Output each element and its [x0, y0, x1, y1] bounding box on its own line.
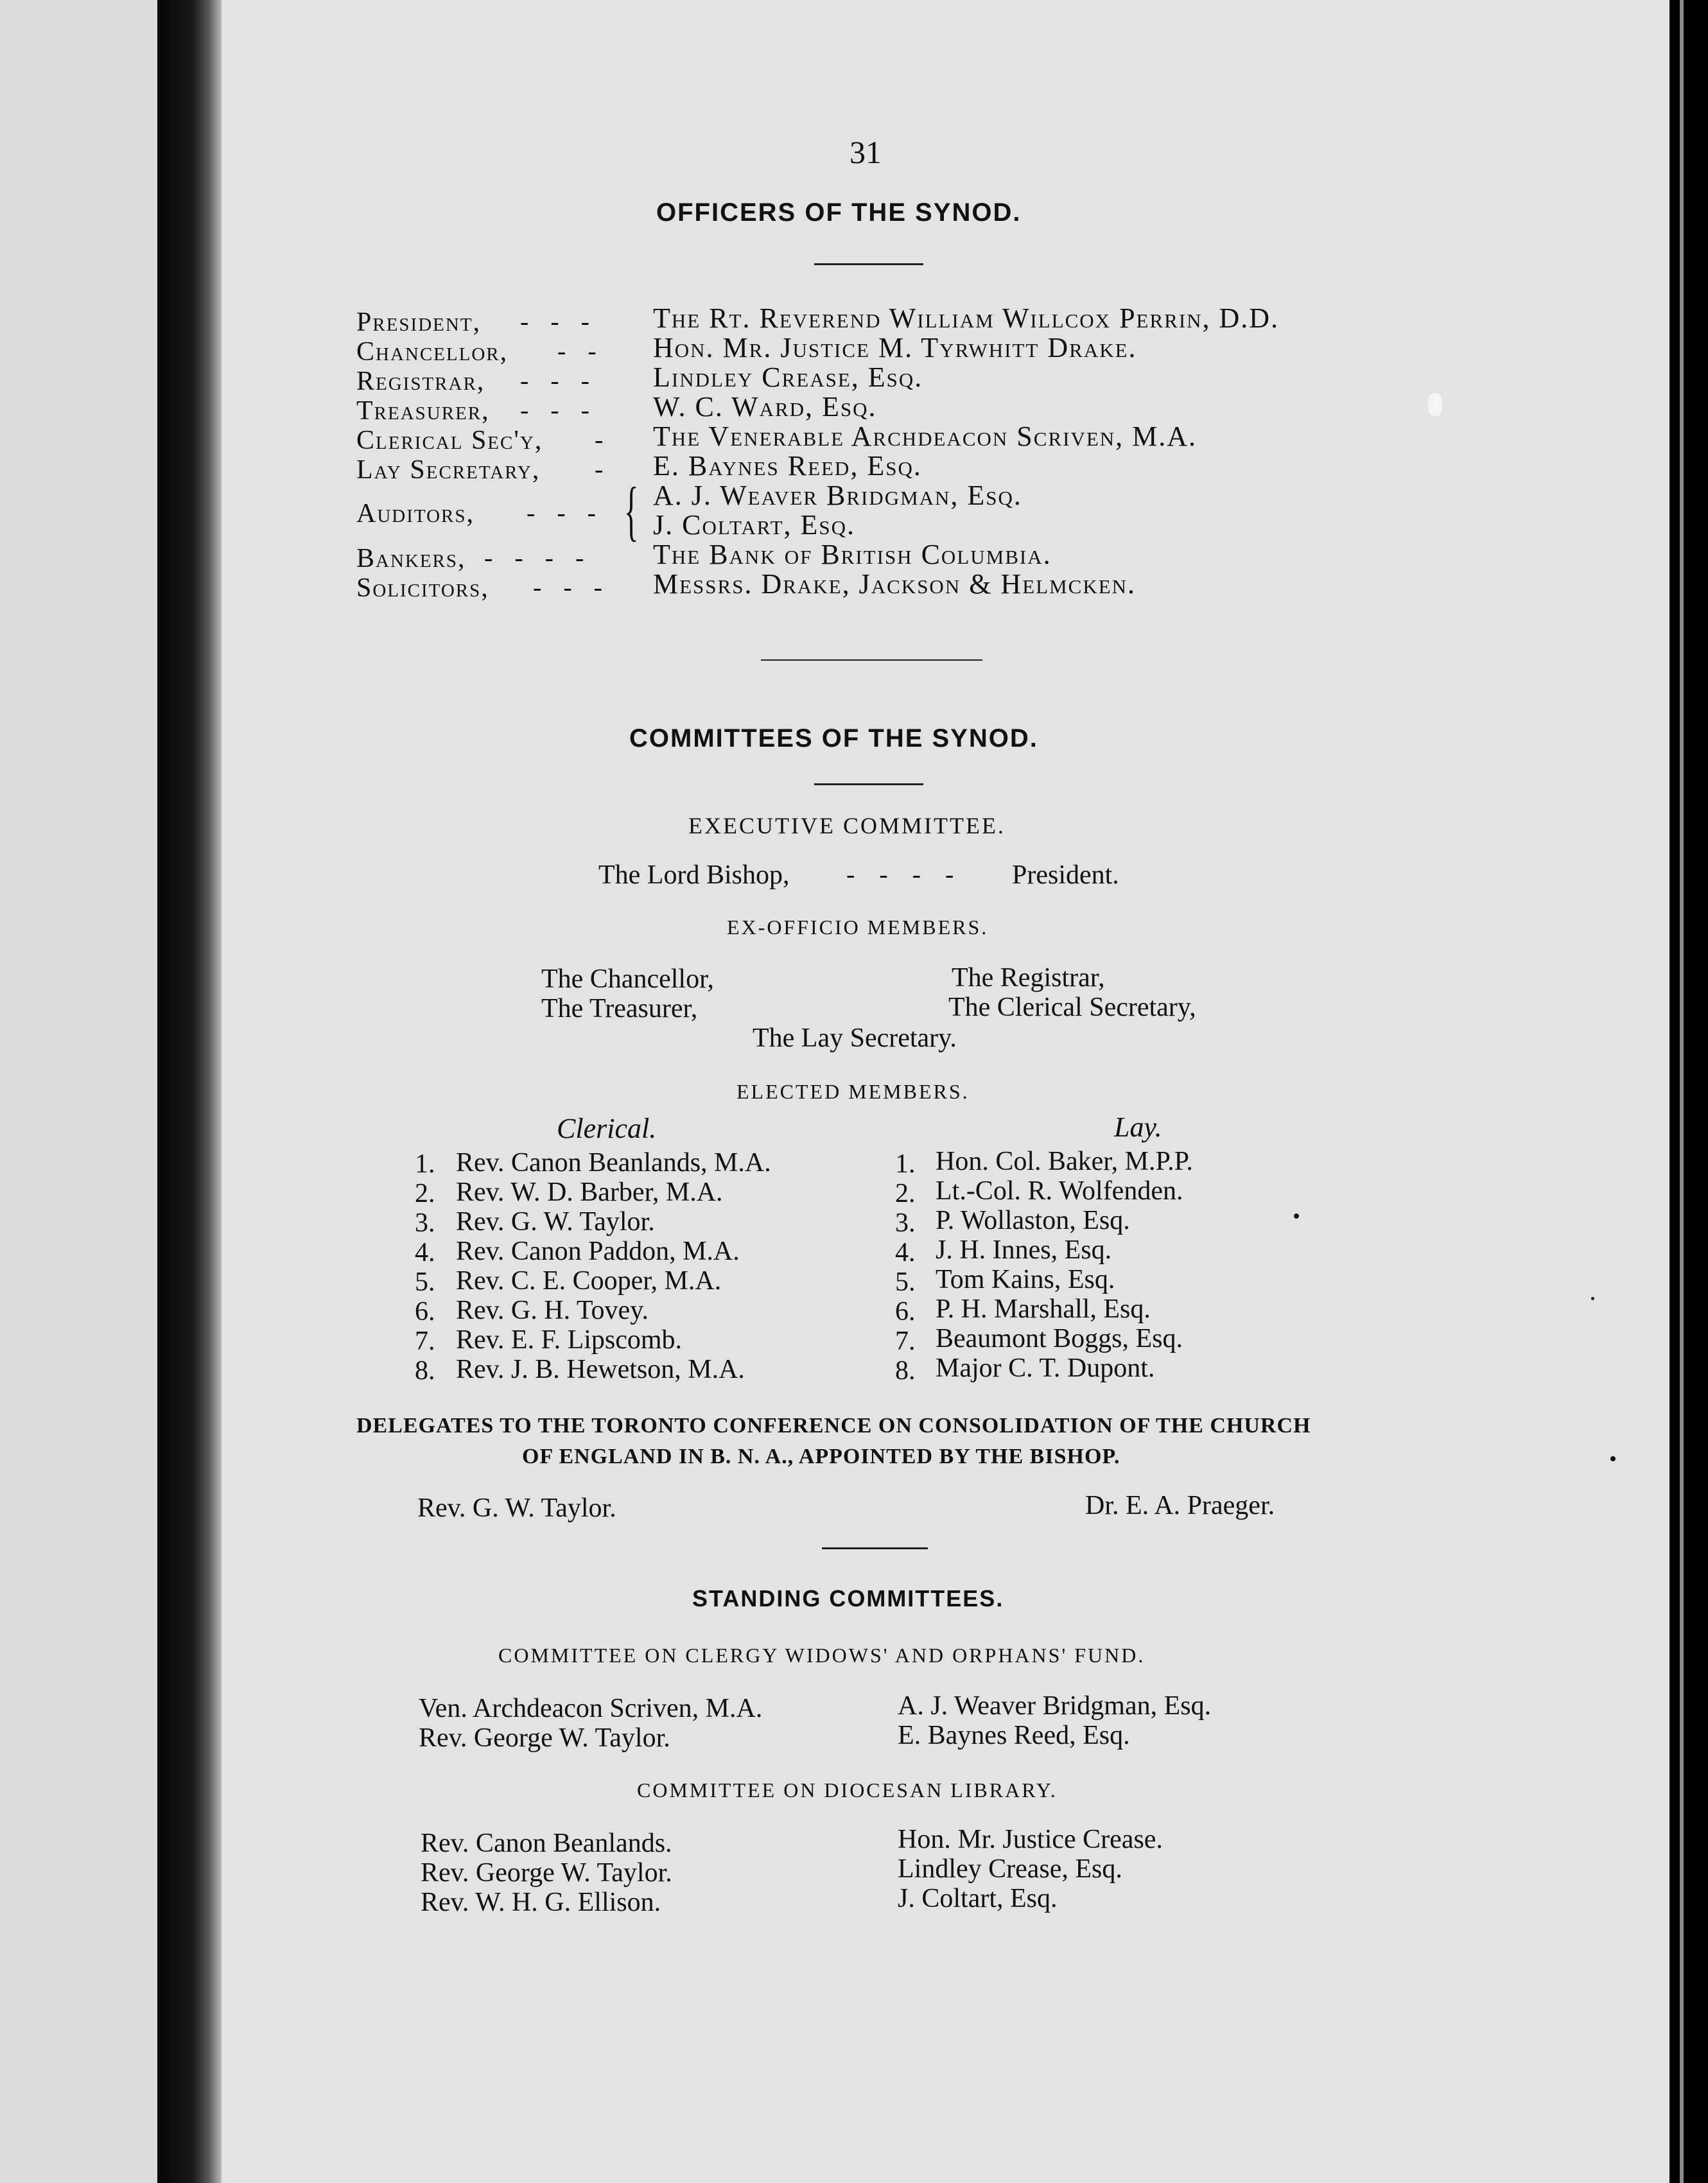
scan-speck — [1294, 1213, 1299, 1219]
leader-dots: - - - — [520, 366, 597, 395]
lay-member: P. H. Marshall, Esq. — [936, 1294, 1151, 1324]
committee-member: Lindley Crease, Esq. — [898, 1854, 1122, 1884]
leader-dots: - — [595, 425, 604, 454]
committee-member: Ven. Archdeacon Scriven, M.A. — [419, 1694, 763, 1723]
ex-officio-member: The Registrar, — [952, 963, 1105, 993]
delegate-name: Rev. G. W. Taylor. — [417, 1493, 616, 1523]
leader-dots: - - — [557, 336, 604, 365]
officer-name: The Bank of British Columbia. — [653, 539, 1052, 570]
clerical-member: Rev. Canon Beanlands, M.A. — [456, 1148, 771, 1178]
officer-name: E. Baynes Reed, Esq. — [653, 450, 922, 482]
list-number: 3. — [415, 1208, 435, 1238]
list-number: 6. — [895, 1297, 916, 1326]
officer-role: Auditors, — [356, 499, 475, 528]
library-committee-heading: COMMITTEE ON DIOCESAN LIBRARY. — [637, 1779, 1058, 1802]
leader-dots: - - - — [520, 396, 597, 424]
committee-member: Rev. George W. Taylor. — [421, 1858, 672, 1888]
officer-role: Treasurer, — [356, 396, 490, 426]
list-number: 1. — [895, 1149, 916, 1179]
divider — [761, 659, 982, 661]
widows-committee-heading: COMMITTEE ON CLERGY WIDOWS' AND ORPHANS' FUND. — [498, 1644, 1146, 1667]
officer-role: Lay Secretary, — [356, 455, 541, 485]
previous-page-edge — [0, 0, 157, 2183]
clerical-member: Rev. G. H. Tovey. — [456, 1296, 649, 1325]
lay-member: P. Wollaston, Esq. — [936, 1206, 1130, 1235]
committee-member: Rev. George W. Taylor. — [419, 1723, 670, 1753]
list-number: 3. — [895, 1208, 916, 1238]
clerical-member: Rev. J. B. Hewetson, M.A. — [456, 1355, 745, 1384]
scan-speck — [1428, 393, 1442, 416]
officer-name: The Venerable Archdeacon Scriven, M.A. — [653, 421, 1198, 452]
ex-officio-member: The Chancellor, — [541, 964, 714, 994]
clerical-member: Rev. W. D. Barber, M.A. — [456, 1178, 723, 1207]
ex-officio-heading: EX-OFFICIO MEMBERS. — [727, 916, 989, 939]
list-number: 2. — [415, 1179, 435, 1208]
book-gutter — [157, 0, 222, 2183]
list-number: 1. — [415, 1149, 435, 1179]
officer-role: Clerical Sec'y, — [356, 426, 543, 455]
list-number: 7. — [895, 1326, 916, 1356]
scan-border — [1669, 0, 1708, 2183]
scan-speck — [1591, 1297, 1594, 1300]
officer-name: A. J. Weaver Bridgman, Esq. — [653, 480, 1022, 511]
committee-member: E. Baynes Reed, Esq. — [898, 1721, 1130, 1750]
officer-name: Hon. Mr. Justice M. Tyrwhitt Drake. — [653, 332, 1137, 363]
committee-member: A. J. Weaver Bridgman, Esq. — [898, 1691, 1212, 1721]
leader-dots: - - - — [527, 498, 604, 527]
committees-title: COMMITTEES OF THE SYNOD. — [629, 724, 1038, 752]
officers-title: OFFICERS OF THE SYNOD. — [656, 198, 1022, 227]
page-number: 31 — [850, 134, 882, 170]
delegates-heading: DELEGATES TO THE TORONTO CONFERENCE ON CONSOLIDATION OF THE CHURCH — [356, 1414, 1311, 1438]
standing-heading: STANDING COMMITTEES. — [692, 1585, 1004, 1612]
officer-role: President, — [356, 308, 482, 337]
lay-member: Major C. T. Dupont. — [936, 1353, 1155, 1383]
delegates-heading: OF ENGLAND IN B. N. A., APPOINTED BY THE BISHOP. — [522, 1445, 1120, 1468]
officer-role: Solicitors, — [356, 573, 489, 603]
list-number: 8. — [415, 1356, 435, 1386]
list-number: 7. — [415, 1326, 435, 1356]
list-number: 4. — [895, 1238, 916, 1267]
clerical-heading: Clerical. — [557, 1113, 657, 1144]
brace-icon: { — [624, 474, 639, 548]
list-number: 4. — [415, 1238, 435, 1267]
list-number: 2. — [895, 1179, 916, 1208]
lay-member: Beaumont Boggs, Esq. — [936, 1324, 1183, 1353]
officer-name: Lindley Crease, Esq. — [653, 361, 923, 393]
elected-heading: ELECTED MEMBERS. — [736, 1080, 970, 1103]
officer-name: J. Coltart, Esq. — [653, 509, 856, 541]
scan-speck — [1610, 1456, 1616, 1461]
lay-member: Hon. Col. Baker, M.P.P. — [936, 1147, 1193, 1176]
leader-dots: - - - — [533, 573, 610, 602]
leader-dots: - — [595, 455, 604, 483]
committee-member: Rev. W. H. G. Ellison. — [421, 1888, 661, 1917]
leader-dots: - - - - — [484, 543, 592, 572]
officer-name: Messrs. Drake, Jackson & Helmcken. — [653, 568, 1137, 600]
clerical-member: Rev. Canon Paddon, M.A. — [456, 1237, 740, 1266]
lay-heading: Lay. — [1114, 1111, 1162, 1143]
scan-edge-line — [1680, 0, 1684, 2183]
ex-officio-member: The Treasurer, — [541, 994, 698, 1023]
committee-member: Hon. Mr. Justice Crease. — [898, 1825, 1163, 1854]
leader-dots: - - - — [520, 307, 597, 336]
divider — [822, 1547, 928, 1549]
leader-dots: - - - - — [846, 860, 963, 889]
officer-role: Chancellor, — [356, 337, 509, 367]
ex-officio-member: The Clerical Secretary, — [948, 993, 1196, 1022]
divider — [814, 263, 923, 265]
divider — [814, 783, 923, 785]
list-number: 5. — [895, 1267, 916, 1297]
lay-member: J. H. Innes, Esq. — [936, 1235, 1112, 1265]
president-line-role: President. — [1012, 860, 1119, 890]
list-number: 8. — [895, 1356, 916, 1386]
delegate-name: Dr. E. A. Praeger. — [1085, 1491, 1275, 1520]
lay-member: Lt.-Col. R. Wolfenden. — [936, 1176, 1183, 1206]
officer-name: The Rt. Reverend William Willcox Perrin, D.D. — [653, 302, 1280, 334]
clerical-member: Rev. G. W. Taylor. — [456, 1207, 655, 1237]
lay-member: Tom Kains, Esq. — [936, 1265, 1115, 1294]
officer-role: Bankers, — [356, 544, 466, 573]
president-line-name: The Lord Bishop, — [598, 860, 790, 890]
officer-role: Registrar, — [356, 367, 485, 396]
list-number: 5. — [415, 1267, 435, 1297]
committee-member: J. Coltart, Esq. — [898, 1884, 1058, 1913]
committee-member: Rev. Canon Beanlands. — [421, 1829, 672, 1858]
list-number: 6. — [415, 1297, 435, 1326]
clerical-member: Rev. C. E. Cooper, M.A. — [456, 1266, 722, 1296]
clerical-member: Rev. E. F. Lipscomb. — [456, 1325, 683, 1355]
ex-officio-member: The Lay Secretary. — [753, 1023, 957, 1053]
executive-heading: EXECUTIVE COMMITTEE. — [688, 813, 1006, 839]
officer-name: W. C. Ward, Esq. — [653, 391, 877, 422]
